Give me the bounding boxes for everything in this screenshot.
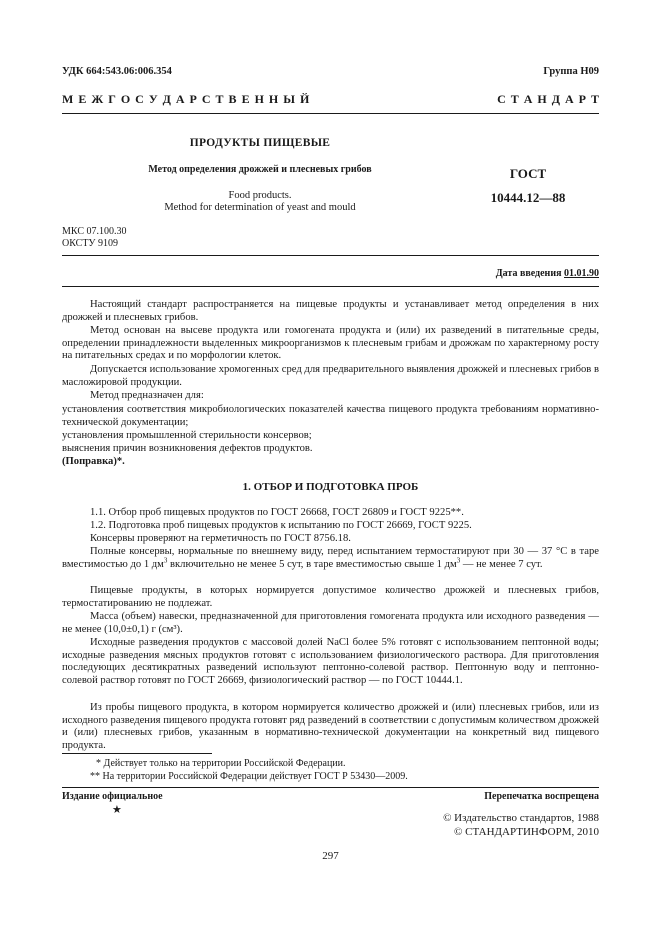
intro-date-value: 01.01.90 <box>564 268 599 279</box>
footnote-rule <box>62 753 212 754</box>
clause-1-2: 1.2. Подготовка проб пищевых продуктов к испытанию по ГОСТ 26669, ГОСТ 9225. <box>90 520 472 531</box>
title-main: ПРОДУКТЫ ПИЩЕВЫЕ <box>189 137 331 149</box>
intro-p7: выяснения причин возникновения дефектов продуктов. <box>62 443 313 454</box>
reprint-notice: Перепечатка воспрещена <box>484 791 599 802</box>
interstate-label: М Е Ж Г О С У Д А Р С Т В Е Н Н Ы Й <box>62 92 310 106</box>
group-code: Группа Н09 <box>543 66 599 77</box>
intro-p5: установления соответствия микробиологических показателей качества пищевого продукта требованиям нормативно-технической документации; <box>62 404 599 428</box>
title-en-1: Food products. <box>228 190 292 201</box>
star-icon: ★ <box>112 804 122 816</box>
gost-number: 10444.12—88 <box>490 190 566 205</box>
thermostat-para: Полные консервы, нормальные по внешнему виду, перед испытанием термостатируют при 30 — 37 °С в таре вместимостью до 1 $дм^3$ включительно не менее 5 сут, в таре вместимостью свыше 1 $дм^3$ — не менее 7 сут. <box>62 546 599 570</box>
codes-rule <box>62 255 599 256</box>
mks-code: МКС 07.100.30 <box>62 226 127 237</box>
intro-p6: установления промышленной стерильности консервов; <box>62 430 312 441</box>
standard-label: С Т А Н Д А Р Т <box>497 92 599 106</box>
copyright-2: © СТАНДАРТИНФОРМ, 2010 <box>454 826 599 838</box>
title-en-2: Method for determination of yeast and mould <box>164 202 356 213</box>
no-thermostat-para: Пищевые продукты, в которых нормируется допустимое количество дрожжей и плесневых грибов, термостатированию не подлежат. <box>62 585 599 609</box>
date-rule <box>62 286 599 287</box>
page-number: 297 <box>322 850 339 862</box>
header-rule <box>62 113 599 114</box>
intro-date-label: Дата введения <box>495 268 562 279</box>
sample-mass-para: Масса (объем) навески, предназначенной для приготовления гомогената продукта или исходного разведения — не менее (10,0±0,1) г (см³). <box>62 611 599 635</box>
okstu-code: ОКСТУ 9109 <box>62 238 119 249</box>
udk-code: УДК 664:543.06:006.354 <box>62 66 172 77</box>
intro-p3: Допускается использование хромогенных сред для предварительного выявления дрожжей и плесневых грибов в масложировой продукции. <box>62 364 599 388</box>
footer-rule <box>62 787 599 788</box>
dilution-series-para: Из пробы пищевого продукта, в котором нормируется количество дрожжей и (или) плесневых грибов, или из исходного разведения пищевого продукта готовят ряд разведений в соответствии с допустимым количеством дрожжей и (или) плесневых грибов, указанным в нормативно-технической документации на конкретный вид пищевого продукта. <box>62 702 599 751</box>
copyright-1: © Издательство стандартов, 1988 <box>443 812 599 824</box>
amendment-note: (Поправка)*. <box>62 456 125 467</box>
footnote-2: ** На территории Российской Федерации действует ГОСТ Р 53430—2009. <box>90 771 408 782</box>
intro-p4: Метод предназначен для: <box>90 390 204 401</box>
dilution-para: Исходные разведения продуктов с массовой долей NaCl более 5% готовят с использованием пептонной воды; исходные разведения мясных продуктов готовят с использованием физиологического раствора. Для приготовления последующих десятикратных разведений используют пептонно-солевой раствор. Пептонную воду и пептонно-солевой раствор готовят по ГОСТ 26669, физиологический раствор — по ГОСТ 10444.1. <box>62 637 599 686</box>
official-edition: Издание официальное <box>62 791 163 802</box>
intro-p1: Настоящий стандарт распространяется на пищевые продукты и устанавливает метод определения в них дрожжей и плесневых грибов. <box>62 299 599 323</box>
title-sub: Метод определения дрожжей и плесневых грибов <box>148 164 372 175</box>
hermeticity-para: Консервы проверяют на герметичность по ГОСТ 8756.18. <box>90 533 351 544</box>
gost-label: ГОСТ <box>509 166 547 181</box>
section-1-heading: 1. ОТБОР И ПОДГОТОВКА ПРОБ <box>242 481 419 493</box>
intro-p2: Метод основан на высеве продукта или гомогената продукта и (или) их разведений в питательные среды, определении принадлежности выделенных микроорганизмов к плесневым грибам и дрожжам по характерному росту на питательных средах и по морфологии клеток. <box>62 325 599 362</box>
clause-1-1: 1.1. Отбор проб пищевых продуктов по ГОСТ 26668, ГОСТ 26809 и ГОСТ 9225**. <box>90 507 464 518</box>
footnote-1: * Действует только на территории Российской Федерации. <box>96 758 346 769</box>
intro-date <box>496 268 599 279</box>
